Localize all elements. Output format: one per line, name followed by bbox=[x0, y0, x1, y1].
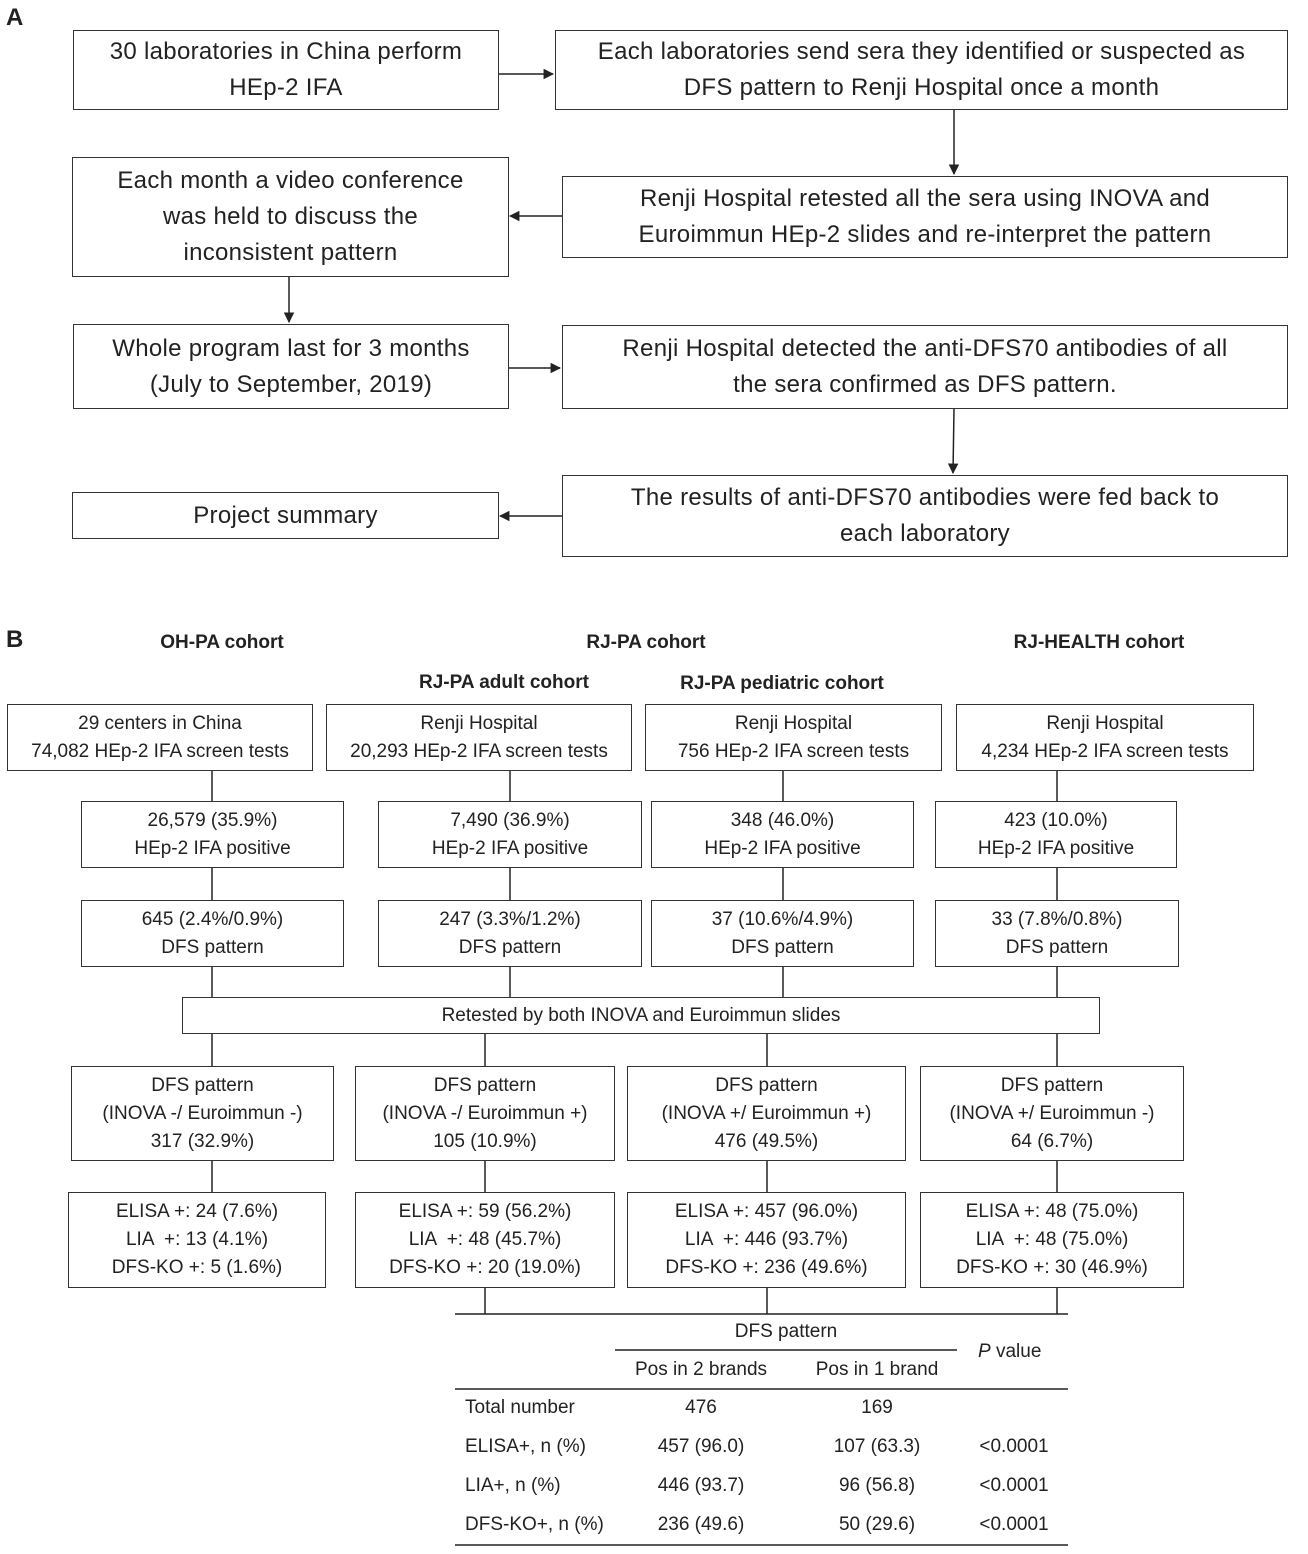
header-rj-pa-adult-cohort: RJ-PA adult cohort bbox=[419, 672, 589, 693]
positive-box-rj-pediatric: 348 (46.0%) HEp-2 IFA positive bbox=[651, 801, 914, 868]
header-rj-pa-cohort: RJ-PA cohort bbox=[586, 632, 706, 653]
box-video-conference: Each month a video conference was held to discuss the inconsistent pattern bbox=[72, 157, 509, 277]
table-cell: 446 (93.7) bbox=[657, 1475, 745, 1496]
table-cell: 236 (49.6) bbox=[657, 1514, 745, 1535]
box-program-duration: Whole program last for 3 months (July to September, 2019) bbox=[73, 324, 509, 409]
box-results-fed-back: The results of anti-DFS70 antibodies were fed back to each laboratory bbox=[562, 475, 1288, 557]
box-renji-detect: Renji Hospital detected the anti-DFS70 antibodies of all the sera confirmed as DFS pattern. bbox=[562, 325, 1288, 409]
table-row-label: DFS-KO+, n (%) bbox=[465, 1514, 604, 1535]
box-renji-retest: Renji Hospital retested all the sera using INOVA and Euroimmun HEp-2 slides and re-interpret the pattern bbox=[562, 176, 1288, 258]
panel-b-label: B bbox=[6, 626, 24, 653]
positive-box-rj-adult: 7,490 (36.9%) HEp-2 IFA positive bbox=[378, 801, 642, 868]
table-row-label: ELISA+, n (%) bbox=[465, 1436, 586, 1457]
table-p-value-header: P value bbox=[978, 1341, 1042, 1362]
category-box-inova-neg-euro-neg: DFS pattern (INOVA -/ Euroimmun -) 317 (32.9%) bbox=[71, 1066, 334, 1161]
table-cell: <0.0001 bbox=[979, 1514, 1049, 1535]
retest-box: Retested by both INOVA and Euroimmun slides bbox=[182, 997, 1100, 1034]
header-oh-pa-cohort: OH-PA cohort bbox=[160, 632, 284, 653]
positive-box-oh-pa: 26,579 (35.9%) HEp-2 IFA positive bbox=[81, 801, 344, 868]
header-rj-health-cohort: RJ-HEALTH cohort bbox=[1013, 632, 1185, 653]
table-cell: <0.0001 bbox=[979, 1436, 1049, 1457]
box-labs-perform: 30 laboratories in China perform HEp-2 IFA bbox=[73, 30, 499, 110]
table-col-pos-1-brand: Pos in 1 brand bbox=[815, 1359, 939, 1380]
screen-box-oh-pa: 29 centers in China 74,082 HEp-2 IFA screen tests bbox=[7, 704, 313, 771]
table-cell: 457 (96.0) bbox=[657, 1436, 745, 1457]
table-cell: 476 bbox=[685, 1397, 717, 1418]
positive-box-rj-health: 423 (10.0%) HEp-2 IFA positive bbox=[935, 801, 1177, 868]
header-rj-pa-pediatric-cohort: RJ-PA pediatric cohort bbox=[680, 673, 884, 694]
dfs-box-oh-pa: 645 (2.4%/0.9%) DFS pattern bbox=[81, 900, 344, 967]
box-project-summary: Project summary bbox=[72, 492, 499, 539]
screen-box-rj-pediatric: Renji Hospital 756 HEp-2 IFA screen tests bbox=[645, 704, 942, 771]
table-cell: 169 bbox=[861, 1397, 893, 1418]
table-cell: 96 (56.8) bbox=[838, 1475, 916, 1496]
assay-box-inova-neg-euro-pos: ELISA +: 59 (56.2%) LIA +: 48 (45.7%) DFS-KO +: 20 (19.0%) bbox=[355, 1192, 615, 1288]
dfs-box-rj-pediatric: 37 (10.6%/4.9%) DFS pattern bbox=[651, 900, 914, 967]
table-group-header: DFS pattern bbox=[734, 1321, 838, 1342]
screen-box-rj-health: Renji Hospital 4,234 HEp-2 IFA screen tests bbox=[956, 704, 1254, 771]
assay-box-inova-neg-euro-neg: ELISA +: 24 (7.6%) LIA +: 13 (4.1%) DFS-KO +: 5 (1.6%) bbox=[68, 1192, 326, 1288]
category-box-inova-pos-euro-neg: DFS pattern (INOVA +/ Euroimmun -) 64 (6.7%) bbox=[920, 1066, 1184, 1161]
table-col-pos-2-brands: Pos in 2 brands bbox=[634, 1359, 768, 1380]
table-cell: 107 (63.3) bbox=[833, 1436, 921, 1457]
table-row-label: LIA+, n (%) bbox=[465, 1475, 561, 1496]
assay-box-inova-pos-euro-neg: ELISA +: 48 (75.0%) LIA +: 48 (75.0%) DFS-KO +: 30 (46.9%) bbox=[920, 1192, 1184, 1288]
table-row-label: Total number bbox=[465, 1397, 575, 1418]
dfs-box-rj-health: 33 (7.8%/0.8%) DFS pattern bbox=[935, 900, 1179, 967]
screen-box-rj-adult: Renji Hospital 20,293 HEp-2 IFA screen tests bbox=[326, 704, 632, 771]
panel-a-label: A bbox=[6, 4, 24, 31]
box-labs-send: Each laboratories send sera they identified or suspected as DFS pattern to Renji Hospital once a month bbox=[555, 30, 1288, 110]
dfs-box-rj-adult: 247 (3.3%/1.2%) DFS pattern bbox=[378, 900, 642, 967]
assay-box-inova-pos-euro-pos: ELISA +: 457 (96.0%) LIA +: 446 (93.7%) DFS-KO +: 236 (49.6%) bbox=[627, 1192, 906, 1288]
table-cell: 50 (29.6) bbox=[838, 1514, 916, 1535]
arrow-detect-to-results bbox=[953, 409, 954, 473]
table-cell: <0.0001 bbox=[979, 1475, 1049, 1496]
category-box-inova-neg-euro-pos: DFS pattern (INOVA -/ Euroimmun +) 105 (10.9%) bbox=[355, 1066, 615, 1161]
category-box-inova-pos-euro-pos: DFS pattern (INOVA +/ Euroimmun +) 476 (49.5%) bbox=[627, 1066, 906, 1161]
